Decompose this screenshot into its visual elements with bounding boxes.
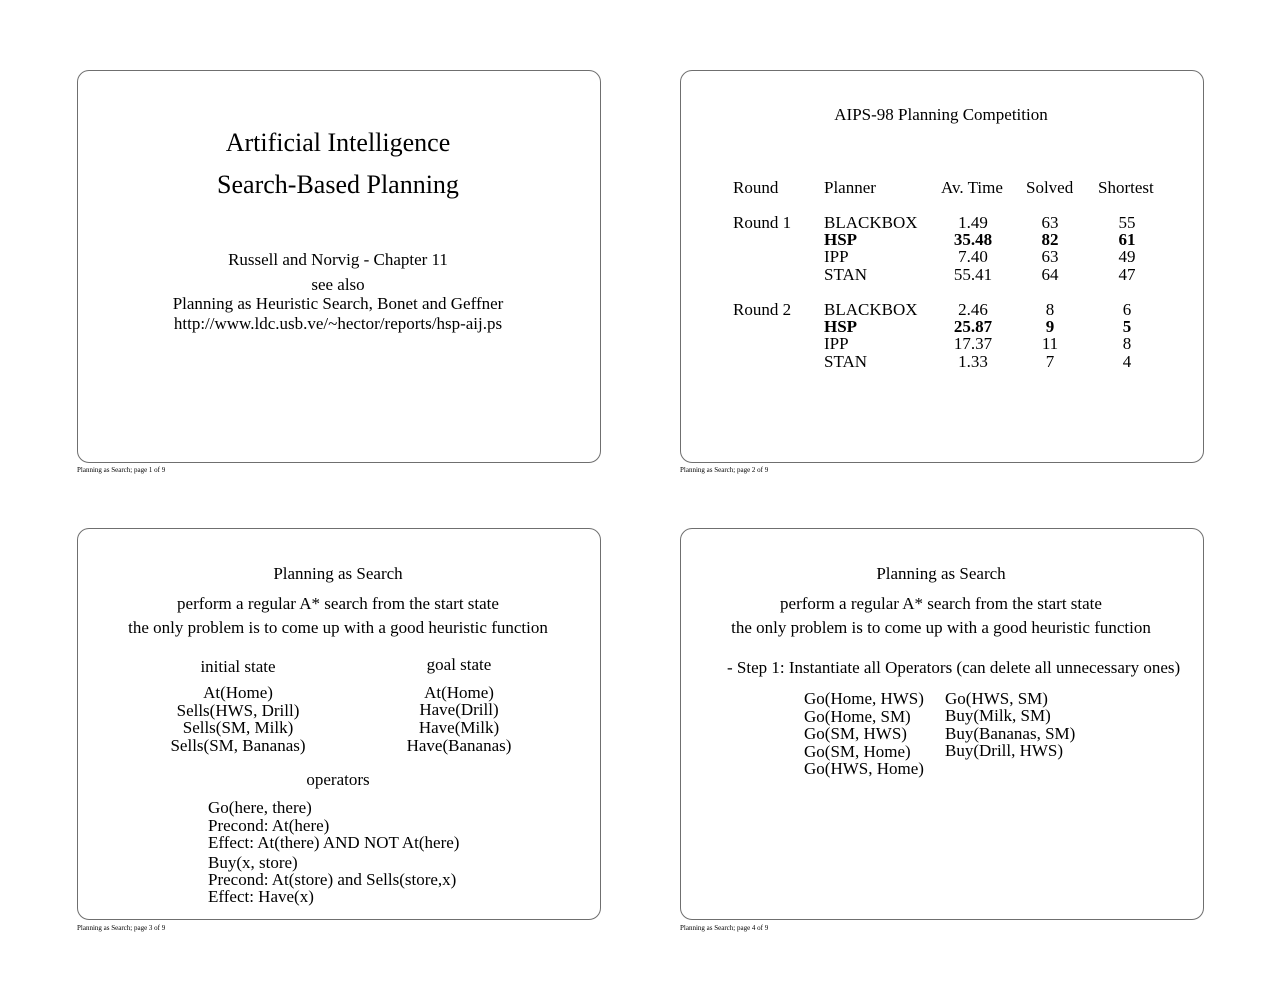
r1-planner: STAN (824, 265, 868, 284)
r2-planner: BLACKBOX (824, 300, 918, 319)
slide4-footer: Planning as Search; page 4 of 9 (680, 924, 769, 932)
operator-instance: Buy(Drill, HWS) (945, 741, 1064, 760)
round1-label: Round 1 (733, 213, 792, 232)
r1-planner: IPP (824, 247, 849, 266)
operator-instance: Buy(Bananas, SM) (945, 724, 1076, 743)
r2-solved: 8 (1045, 300, 1055, 319)
goal-state-heading: goal state (426, 655, 492, 674)
r2-planner: STAN (824, 352, 868, 371)
slide1-paper: Planning as Heuristic Search, Bonet and Geffner (172, 294, 504, 313)
slide1-url: http://www.ldc.usb.ve/~hector/reports/hsp-aij.ps (173, 314, 503, 333)
operator-instance: Go(SM, Home) (804, 742, 911, 761)
r1-time: 7.40 (958, 247, 988, 266)
slide1-title-line1: Artificial Intelligence (225, 128, 451, 157)
slide1-see-also: see also (311, 275, 365, 294)
initial-fact: At(Home) (203, 683, 273, 702)
r2-shortest: 8 (1122, 334, 1132, 353)
r2-solved: 7 (1045, 352, 1055, 371)
r1-shortest: 47 (1118, 265, 1136, 284)
r2-shortest: 6 (1122, 300, 1132, 319)
r2-shortest: 5 (1122, 317, 1132, 336)
r2-shortest: 4 (1122, 352, 1132, 371)
operator-line: Buy(x, store) (208, 853, 298, 872)
slide2-footer: Planning as Search; page 2 of 9 (680, 466, 769, 474)
header-shortest: Shortest (1098, 178, 1154, 197)
r2-planner: HSP (824, 317, 858, 336)
slide1-reference: Russell and Norvig - Chapter 11 (228, 250, 448, 269)
r2-time: 2.46 (958, 300, 988, 319)
initial-state-heading: initial state (200, 657, 276, 676)
header-planner: Planner (824, 178, 876, 197)
slide1-footer: Planning as Search; page 1 of 9 (77, 466, 166, 474)
operator-instance: Go(Home, SM) (804, 707, 911, 726)
initial-fact: Sells(SM, Bananas) (170, 736, 306, 755)
r2-solved: 9 (1045, 317, 1055, 336)
goal-fact: Have(Milk) (418, 718, 500, 737)
slide-4 (680, 528, 1204, 920)
r1-planner: HSP (824, 230, 858, 249)
operator-line: Effect: Have(x) (208, 887, 314, 906)
operator-line: Go(here, there) (208, 798, 312, 817)
r2-solved: 11 (1041, 334, 1059, 353)
r2-time: 25.87 (953, 317, 993, 336)
operator-line: Precond: At(store) and Sells(store,x) (208, 870, 457, 889)
header-av-time: Av. Time (941, 178, 1003, 197)
slide4-line1: perform a regular A* search from the start state (780, 594, 1102, 613)
slide4-title: Planning as Search (876, 564, 1006, 583)
slide4-step1: - Step 1: Instantiate all Operators (can delete all unnecessary ones) (727, 658, 1181, 677)
operator-instance: Go(Home, HWS) (804, 689, 924, 708)
goal-fact: Have(Drill) (419, 700, 499, 719)
slide1-title-line2: Search-Based Planning (217, 170, 459, 199)
operators-heading: operators (306, 770, 370, 789)
r1-solved: 64 (1041, 265, 1059, 284)
initial-fact: Sells(SM, Milk) (182, 718, 294, 737)
goal-fact: At(Home) (424, 683, 494, 702)
r2-planner: IPP (824, 334, 849, 353)
operator-instance: Go(HWS, SM) (945, 689, 1048, 708)
r2-time: 17.37 (953, 334, 993, 353)
initial-fact: Sells(HWS, Drill) (176, 701, 300, 720)
r1-time: 1.49 (958, 213, 988, 232)
slide3-title: Planning as Search (273, 564, 403, 583)
operator-instance: Go(HWS, Home) (804, 759, 924, 778)
slide3-footer: Planning as Search; page 3 of 9 (77, 924, 166, 932)
r1-shortest: 61 (1118, 230, 1136, 249)
header-solved: Solved (1026, 178, 1074, 197)
operator-instance: Go(SM, HWS) (804, 724, 907, 743)
r1-solved: 82 (1041, 230, 1059, 249)
header-round: Round (733, 178, 779, 197)
r1-solved: 63 (1041, 247, 1059, 266)
goal-fact: Have(Bananas) (406, 736, 512, 755)
operator-line: Precond: At(here) (208, 816, 330, 835)
slide3-line2: the only problem is to come up with a good heuristic function (128, 618, 548, 637)
r1-shortest: 55 (1118, 213, 1136, 232)
r1-solved: 63 (1041, 213, 1059, 232)
operator-line: Effect: At(there) AND NOT At(here) (208, 833, 460, 852)
slide2-title: AIPS-98 Planning Competition (834, 105, 1048, 124)
slide3-line1: perform a regular A* search from the start state (177, 594, 499, 613)
r1-shortest: 49 (1118, 247, 1136, 266)
r1-planner: BLACKBOX (824, 213, 918, 232)
r2-time: 1.33 (958, 352, 988, 371)
operator-instance: Buy(Milk, SM) (945, 706, 1051, 725)
r1-time: 35.48 (953, 230, 993, 249)
r1-time: 55.41 (953, 265, 993, 284)
round2-label: Round 2 (733, 300, 792, 319)
slide4-line2: the only problem is to come up with a good heuristic function (731, 618, 1151, 637)
